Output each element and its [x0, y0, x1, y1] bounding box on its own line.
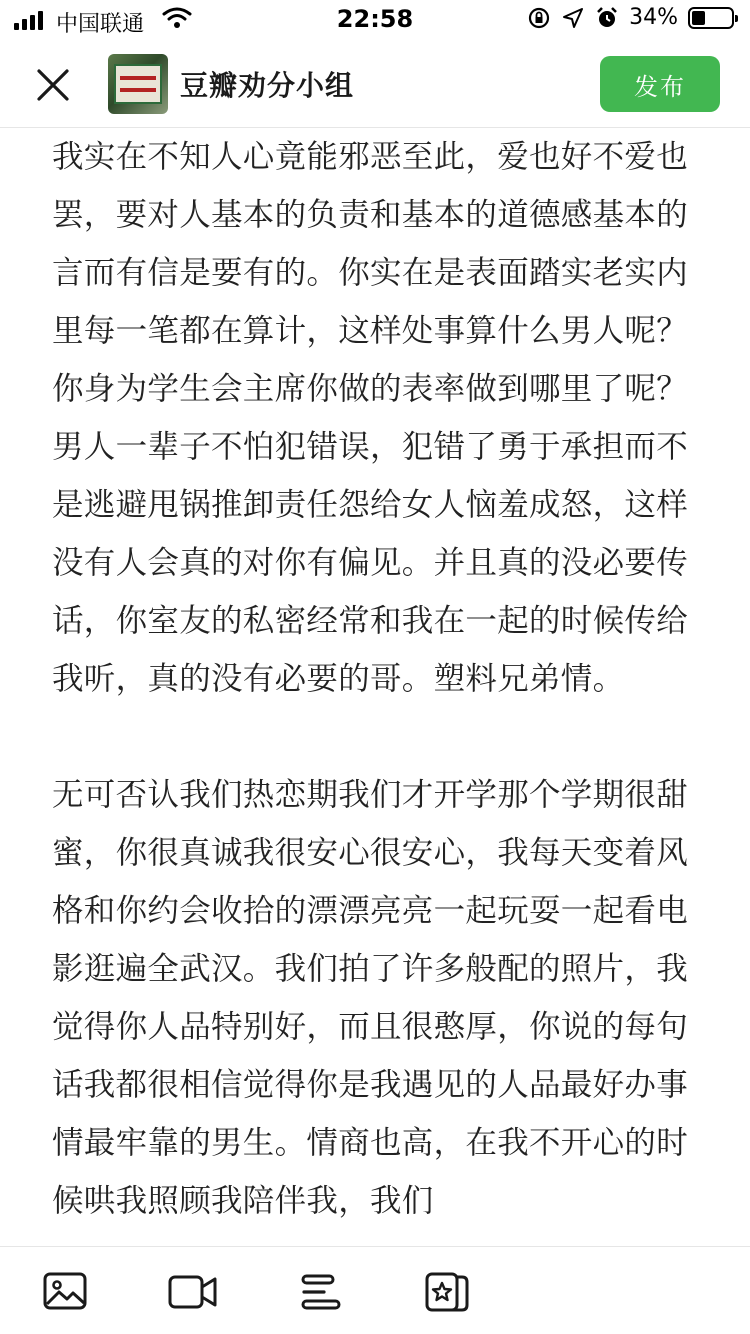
battery-icon [688, 7, 734, 29]
status-bar [0, 0, 750, 42]
clock: 22:58 [336, 5, 414, 33]
paragraph-gap [52, 708, 702, 766]
group-avatar[interactable] [108, 54, 168, 114]
star-card-icon [424, 1271, 470, 1313]
insert-image-button[interactable] [42, 1269, 88, 1315]
battery-level [692, 11, 705, 25]
post-paragraph: 无可否认我们热恋期我们才开学那个学期很甜蜜，你很真诚我很安心很安心，我每天变着风格和你约会收拾的漂漂亮亮一起玩耍一起看电影逛遍全武汉。我们拍了许多般配的照片，我觉得你人品特别好，而且很憨厚，你说的每句话我都很相信觉得你是我遇见的人品最好办事情最牢靠的男生。情商也高，在我不开心的时候哄我照顾我陪伴我，我们 [52, 777, 689, 1219]
format-icon [300, 1273, 342, 1311]
battery-percent: 34% [629, 5, 678, 30]
rotation-lock-icon [527, 6, 551, 30]
publish-button[interactable]: 发布 [600, 56, 720, 112]
close-button[interactable] [28, 62, 78, 108]
text-format-button[interactable] [298, 1269, 344, 1315]
carrier-name: 中国联通 [56, 12, 145, 37]
header-bar [0, 42, 750, 128]
post-body-editor[interactable] [52, 128, 702, 1246]
close-icon [36, 68, 70, 102]
alarm-icon [595, 6, 619, 30]
location-icon [561, 6, 585, 30]
group-name[interactable]: 豆瓣劝分小组 [180, 69, 355, 102]
post-paragraph: 我实在不知人心竟能邪恶至此，爱也好不爱也罢，要对人基本的负责和基本的道德感基本的言而有信是要有的。你实在是表面踏实老实内里每一笔都在算计，这样处事算什么男人呢？你身为学生会主席你做的表率做到哪里了呢？男人一辈子不怕犯错误，犯错了勇于承担而不是逃避甩锅推卸责任怨给女人恼羞成怒，这样没有人会真的对你有偏见。并且真的没必要传话，你室友的私密经常和我在一起的时候传给我听，真的没有必要的哥。塑料兄弟情。 [52, 139, 689, 697]
image-icon [43, 1272, 87, 1312]
editor-toolbar [0, 1246, 750, 1334]
avatar-sign-image [114, 64, 162, 104]
insert-video-button[interactable] [168, 1269, 218, 1315]
video-icon [168, 1274, 218, 1310]
insert-card-button[interactable] [424, 1269, 470, 1315]
